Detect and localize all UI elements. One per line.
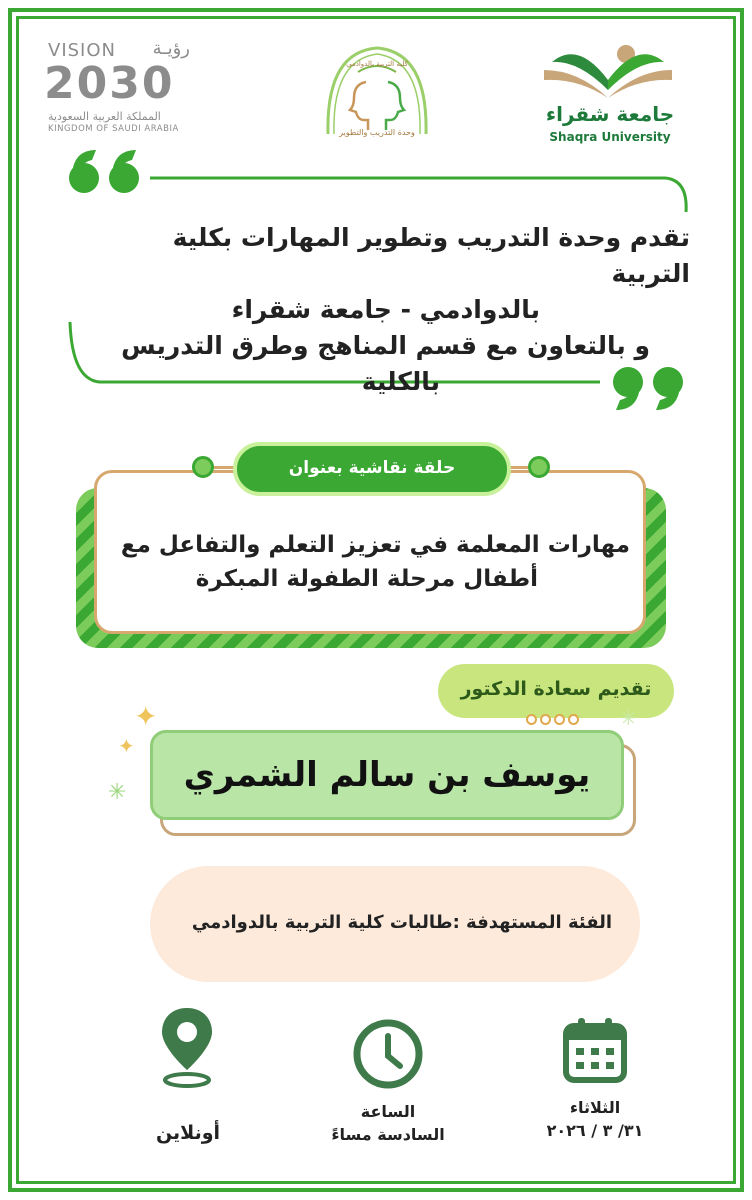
vision-arabic-country: المملكة العربية السعودية xyxy=(48,110,161,123)
location-pin-icon xyxy=(158,1004,216,1088)
location-value: أونلاين xyxy=(155,1122,221,1144)
time-info xyxy=(310,1102,466,1144)
decorative-dots xyxy=(526,710,586,724)
presenter-label: تقديم سعادة الدكتور xyxy=(460,678,652,700)
pill-dot-left xyxy=(192,456,214,478)
session-title xyxy=(120,528,630,596)
session-type-pill xyxy=(233,442,511,496)
clock-icon xyxy=(352,1018,424,1090)
intro-line-4: بالكلية xyxy=(361,367,440,396)
sparkle-icon: ✦ xyxy=(134,700,158,733)
open-book-icon xyxy=(538,40,678,102)
date-value: ٣١/ ٣ / ٢٠٢٦ xyxy=(546,1121,644,1140)
pill-dot-right xyxy=(528,456,550,478)
shaqra-english-name: Shaqra University xyxy=(549,130,671,144)
presenter-name: يوسف بن سالم الشمري xyxy=(183,755,591,795)
target-audience-box xyxy=(150,866,640,982)
intro-text xyxy=(90,220,690,400)
sparkle-icon: ✳ xyxy=(108,780,127,805)
time-label: الساعة xyxy=(360,1102,416,1121)
center-logo-arc-text: كلية التربية بالدوادمي xyxy=(346,60,408,68)
shaqra-arabic-name: جامعة شقراء xyxy=(545,102,675,126)
time-value: السادسة مساءً xyxy=(331,1125,445,1144)
vision-english-country: KINGDOM OF SAUDI ARABIA xyxy=(48,124,179,134)
calendar-icon xyxy=(562,1016,628,1084)
date-info xyxy=(520,1098,670,1140)
session-title-line-1: مهارات المعلمة في تعزيز التعلم والتفاعل مع xyxy=(120,532,630,558)
center-logo-bottom-text: وحدة التدريب والتطوير xyxy=(339,128,415,137)
presenter-name-box xyxy=(150,730,624,820)
vision-arabic-word: رؤيـة xyxy=(152,38,190,59)
intro-line-2: بالدوادمي - جامعة شقراء xyxy=(231,295,540,324)
vision-word: VISION xyxy=(48,40,116,61)
target-audience: الفئة المستهدفة :طالبات كلية التربية بالدوادمي xyxy=(191,912,613,933)
session-title-line-2: أطفال مرحلة الطفولة المبكرة xyxy=(195,566,538,592)
sparkle-icon: ✳ xyxy=(620,706,637,730)
vision-2030-logo xyxy=(44,38,194,138)
sparkle-icon: ✦ xyxy=(118,734,135,758)
vision-number: 2030 xyxy=(44,58,175,109)
day-value: الثلاثاء xyxy=(569,1098,621,1117)
session-type-label: حلقة نقاشية بعنوان xyxy=(288,458,456,478)
intro-line-1: تقدم وحدة التدريب وتطوير المهارات بكلية التربية xyxy=(172,223,690,288)
shaqra-university-logo xyxy=(538,40,678,150)
intro-line-3: و بالتعاون مع قسم المناهج وطرق التدريس xyxy=(121,331,650,360)
location-info xyxy=(130,1122,246,1144)
